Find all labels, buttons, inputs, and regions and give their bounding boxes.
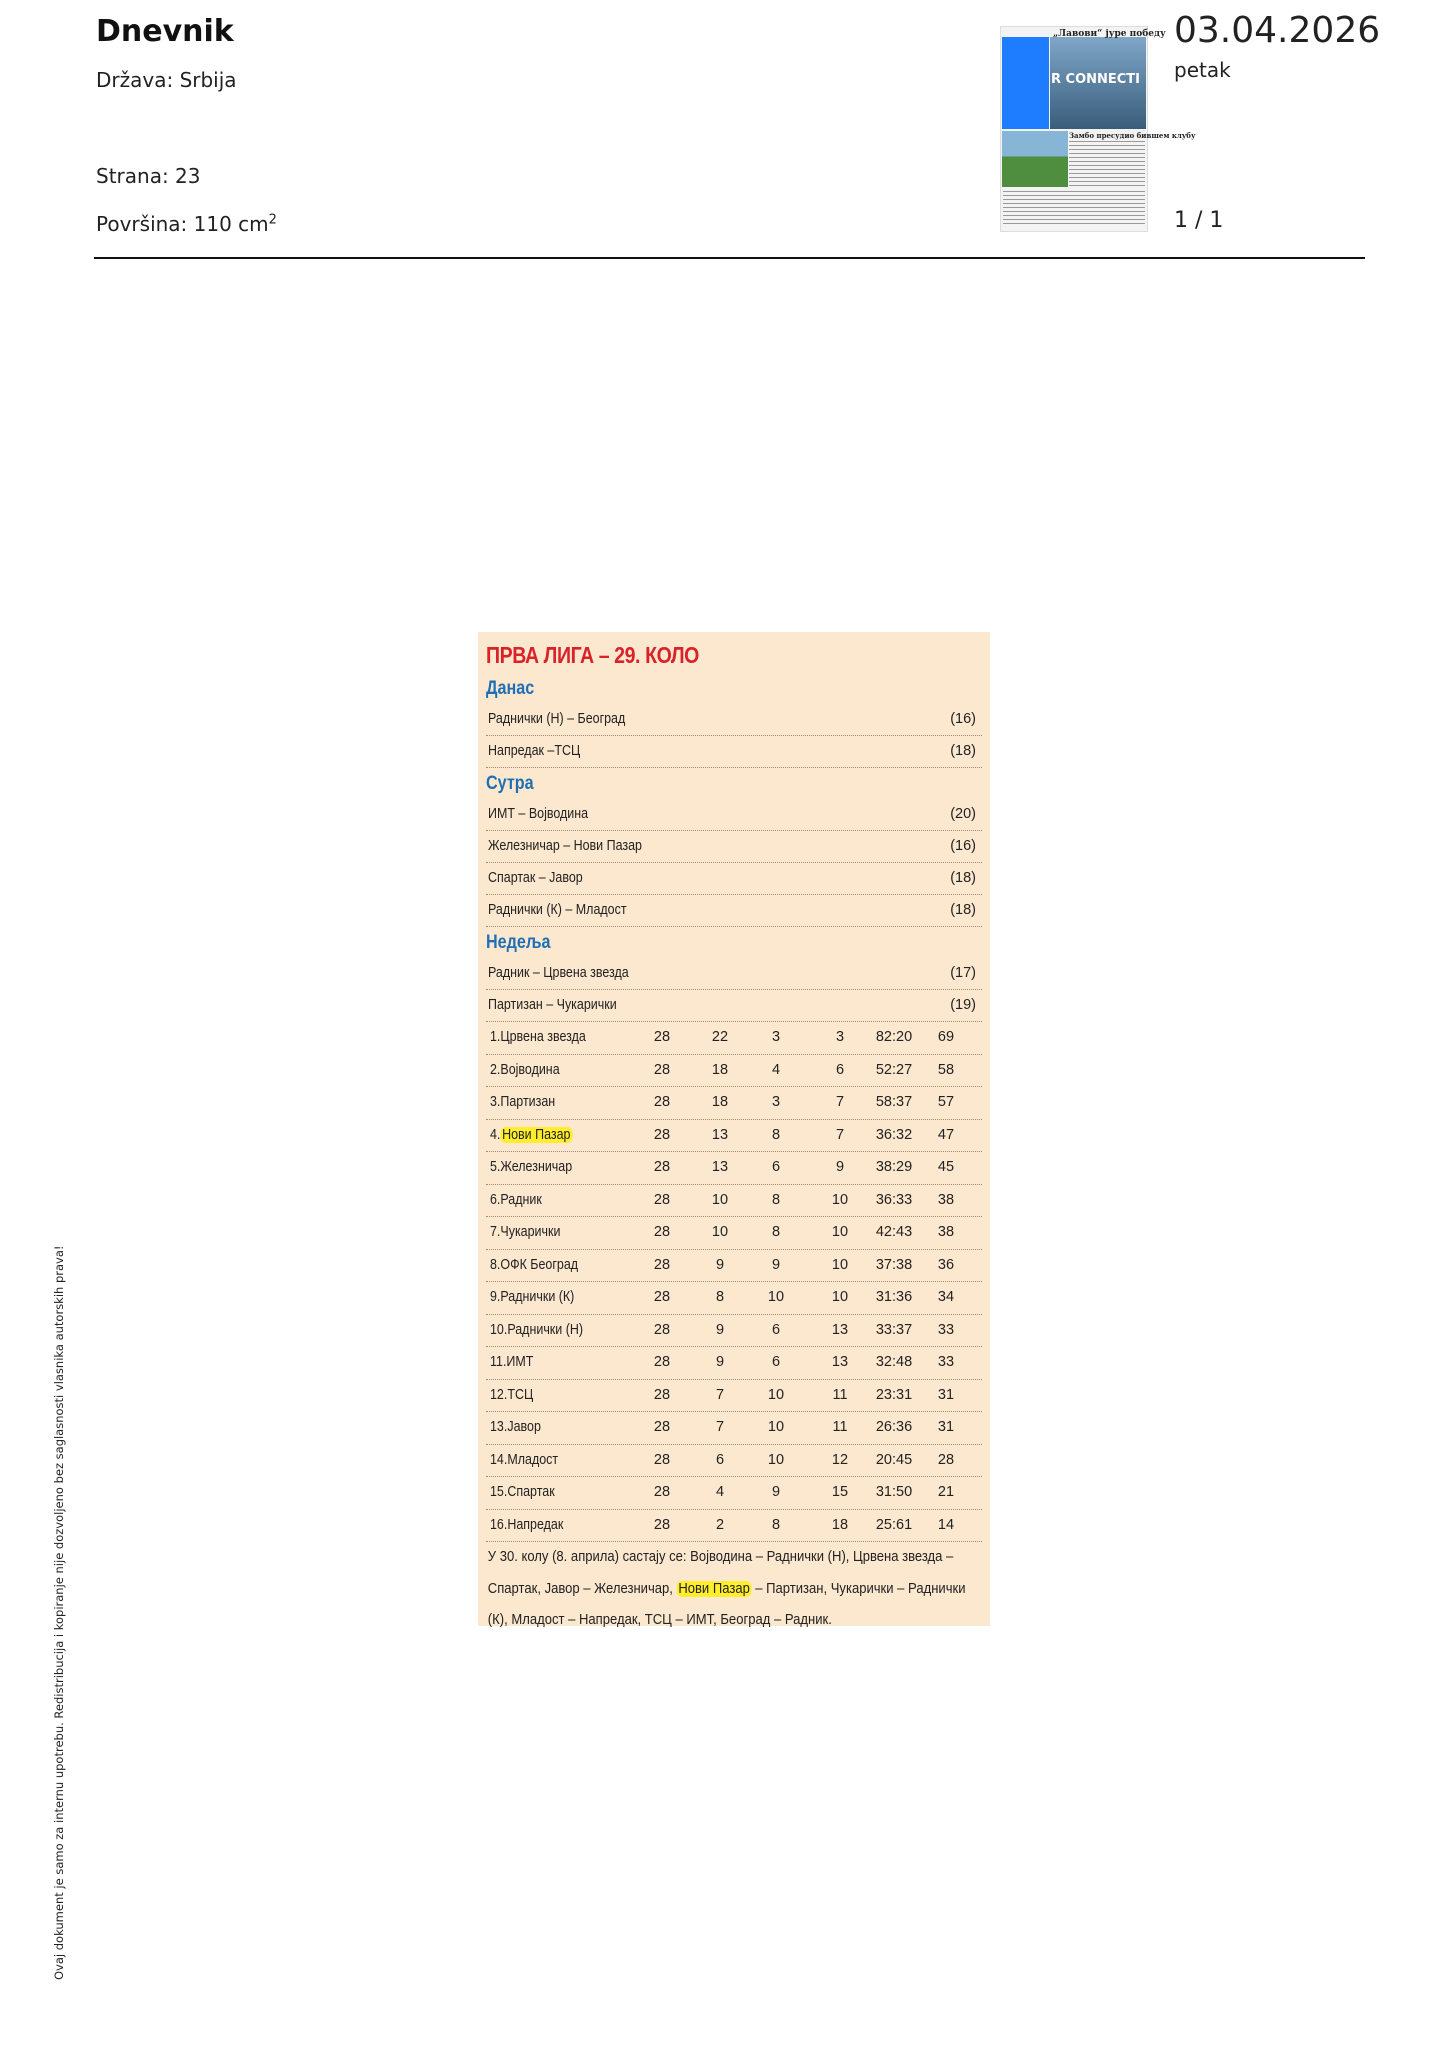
stat-w: 7 xyxy=(715,1419,725,1435)
stat-g: 32:48 xyxy=(875,1354,913,1370)
stat-l: 10 xyxy=(831,1224,849,1240)
thumbnail-headline: „Лавови“ јуре победу xyxy=(1053,29,1166,39)
stat-w: 2 xyxy=(715,1516,725,1533)
standings-row xyxy=(486,1055,982,1088)
stat-g: 33:37 xyxy=(875,1321,913,1338)
thumbnail-blue-block xyxy=(1002,37,1049,129)
team-cell xyxy=(490,1120,572,1152)
rank: 5. xyxy=(490,1159,501,1175)
stat-p: 28 xyxy=(653,1256,671,1273)
team-name: Чукарички xyxy=(500,1224,561,1240)
rank: 14. xyxy=(490,1451,508,1468)
fixture-code: (18) xyxy=(950,902,976,918)
weekday: petak xyxy=(1174,58,1231,82)
fixture-row xyxy=(486,799,982,831)
stat-p: 28 xyxy=(653,1126,671,1143)
stat-l: 15 xyxy=(831,1484,849,1500)
stat-w: 13 xyxy=(711,1159,729,1175)
stat-d: 9 xyxy=(771,1484,781,1500)
stat-pts: 47 xyxy=(937,1126,955,1143)
stat-g: 36:32 xyxy=(875,1126,913,1143)
standings-row xyxy=(486,1152,982,1185)
stat-d: 4 xyxy=(771,1061,781,1078)
stat-l: 10 xyxy=(831,1191,849,1208)
stat-g: 36:33 xyxy=(875,1191,913,1208)
stat-l: 3 xyxy=(835,1029,845,1045)
fixture-row xyxy=(486,990,982,1022)
rank: 2. xyxy=(490,1061,501,1078)
area-superscript: 2 xyxy=(268,212,277,228)
stat-pts: 34 xyxy=(937,1289,955,1305)
rank: 3. xyxy=(490,1094,501,1110)
stat-l: 18 xyxy=(831,1516,849,1533)
standings-table xyxy=(486,1022,982,1542)
team-cell xyxy=(490,1282,574,1314)
team-cell xyxy=(490,1022,586,1054)
team-name: Железничар xyxy=(500,1159,573,1175)
fixture-code: (20) xyxy=(950,806,976,822)
section-heading: Сутра xyxy=(486,773,534,794)
stat-d: 3 xyxy=(771,1029,781,1045)
team-name: Јавор xyxy=(507,1419,541,1435)
stat-pts: 69 xyxy=(937,1029,955,1045)
standings-row xyxy=(486,1087,982,1120)
stat-l: 10 xyxy=(831,1289,849,1305)
standings-row xyxy=(486,1510,982,1543)
rank: 16. xyxy=(490,1516,508,1533)
standings-row xyxy=(486,1120,982,1153)
team-name: Нови Пазар xyxy=(502,1126,571,1143)
fixture-row xyxy=(486,704,982,736)
stat-w: 18 xyxy=(711,1094,729,1110)
standings-row xyxy=(486,1315,982,1348)
team-name: ТСЦ xyxy=(507,1386,534,1403)
section-heading: Данас xyxy=(486,678,535,699)
article-clipping xyxy=(478,632,990,1626)
fixture-match: ИМТ – Војводина xyxy=(488,806,589,822)
team-name: Раднички (Н) xyxy=(507,1321,584,1338)
publication-title: Dnevnik xyxy=(96,14,234,49)
stat-p: 28 xyxy=(653,1484,671,1500)
team-cell xyxy=(490,1152,572,1184)
stat-w: 7 xyxy=(715,1386,725,1403)
rank: 10. xyxy=(490,1321,508,1338)
team-name: Војводина xyxy=(500,1061,560,1078)
standings-row xyxy=(486,1445,982,1478)
fixture-match: Радник – Црвена звезда xyxy=(488,965,629,981)
team-cell xyxy=(490,1412,541,1444)
fixture-row xyxy=(486,895,982,927)
stat-pts: 57 xyxy=(937,1094,955,1110)
team-cell xyxy=(490,1347,533,1379)
stat-g: 52:27 xyxy=(875,1061,913,1078)
stat-d: 3 xyxy=(771,1094,781,1110)
team-name: ОФК Београд xyxy=(500,1256,579,1273)
rank: 15. xyxy=(490,1484,508,1500)
stat-d: 10 xyxy=(767,1419,785,1435)
stat-p: 28 xyxy=(653,1354,671,1370)
rank: 12. xyxy=(490,1386,508,1403)
stat-pts: 21 xyxy=(937,1484,955,1500)
fixture-row xyxy=(486,831,982,863)
stat-g: 31:50 xyxy=(875,1484,913,1500)
standings-row xyxy=(486,1477,982,1510)
standings-row xyxy=(486,1347,982,1380)
date: 03.04.2026 xyxy=(1174,10,1381,51)
area-text: Površina: 110 cm xyxy=(96,212,269,236)
stat-g: 38:29 xyxy=(875,1159,913,1175)
fixtures xyxy=(486,673,982,1022)
team-cell xyxy=(490,1217,560,1249)
standings-row xyxy=(486,1380,982,1413)
rank: 1. xyxy=(490,1029,501,1045)
thumbnail-headline-2: Замбо пресудио бившем клубу xyxy=(1069,131,1196,140)
stat-pts: 31 xyxy=(937,1419,955,1435)
team-cell xyxy=(490,1445,558,1477)
stat-l: 7 xyxy=(835,1094,845,1110)
team-name: Радник xyxy=(500,1191,542,1208)
stat-d: 8 xyxy=(771,1191,781,1208)
stat-pts: 38 xyxy=(937,1224,955,1240)
team-cell xyxy=(490,1510,563,1542)
stat-g: 26:36 xyxy=(875,1419,913,1435)
standings-row xyxy=(486,1282,982,1315)
team-name: Младост xyxy=(507,1451,559,1468)
stat-l: 11 xyxy=(832,1386,848,1403)
fixture-match: Раднички (Н) – Београд xyxy=(488,711,626,727)
fixture-row xyxy=(486,863,982,895)
stat-g: 37:38 xyxy=(875,1256,913,1273)
thumbnail-text-block xyxy=(1069,141,1145,187)
team-name: Раднички (К) xyxy=(500,1289,575,1305)
section-heading: Недеља xyxy=(486,932,551,953)
stat-w: 18 xyxy=(711,1061,729,1078)
team-name: Спартак xyxy=(507,1484,555,1500)
next-round-note xyxy=(486,1542,976,1637)
stat-l: 7 xyxy=(835,1126,845,1143)
stat-w: 9 xyxy=(715,1354,725,1370)
stat-w: 4 xyxy=(715,1484,725,1500)
page-thumbnail[interactable] xyxy=(1000,26,1196,232)
stat-p: 28 xyxy=(653,1451,671,1468)
team-cell xyxy=(490,1250,578,1282)
team-name: Напредак xyxy=(507,1516,564,1533)
team-cell xyxy=(490,1380,533,1412)
stat-d: 8 xyxy=(771,1516,781,1533)
standings-row xyxy=(486,1022,982,1055)
stat-p: 28 xyxy=(653,1224,671,1240)
stat-pts: 14 xyxy=(937,1516,955,1533)
fixture-match: Напредак –ТСЦ xyxy=(488,743,581,759)
stat-p: 28 xyxy=(653,1191,671,1208)
fixture-match: Спартак – Јавор xyxy=(488,870,583,886)
copyright-notice: Ovaj dokument je samo za internu upotrebu. Redistribucija i kopiranje nije dozvoljeno bez saglasnosti vlasnika autorskih prava! xyxy=(52,1245,66,1980)
thumbnail-text-block xyxy=(1003,191,1145,227)
stat-d: 6 xyxy=(771,1159,781,1175)
stat-g: 42:43 xyxy=(875,1224,913,1240)
header-divider xyxy=(94,257,1365,259)
fixture-code: (18) xyxy=(950,743,976,759)
stat-d: 10 xyxy=(767,1289,785,1305)
stat-pts: 36 xyxy=(937,1256,955,1273)
stat-p: 28 xyxy=(653,1289,671,1305)
standings-row xyxy=(486,1217,982,1250)
rank: 9. xyxy=(490,1289,501,1305)
stat-l: 13 xyxy=(831,1354,849,1370)
stat-pts: 33 xyxy=(937,1321,955,1338)
stat-l: 13 xyxy=(831,1321,849,1338)
stat-p: 28 xyxy=(653,1419,671,1435)
team-cell xyxy=(490,1477,555,1509)
stat-d: 6 xyxy=(771,1354,781,1370)
team-cell xyxy=(490,1087,555,1119)
stat-d: 8 xyxy=(771,1224,781,1240)
stat-w: 6 xyxy=(715,1451,725,1468)
stat-g: 82:20 xyxy=(875,1029,913,1045)
stat-l: 6 xyxy=(835,1061,845,1078)
stat-w: 9 xyxy=(715,1256,725,1273)
rank: 6. xyxy=(490,1191,501,1208)
stat-p: 28 xyxy=(653,1321,671,1338)
stat-w: 10 xyxy=(711,1191,729,1208)
rank: 8. xyxy=(490,1256,501,1273)
page-count: 1 / 1 xyxy=(1174,208,1224,233)
stat-w: 9 xyxy=(715,1321,725,1338)
stat-pts: 38 xyxy=(937,1191,955,1208)
fixture-code: (16) xyxy=(950,838,976,854)
stat-d: 10 xyxy=(767,1386,785,1403)
rank: 4. xyxy=(490,1126,501,1143)
rank: 11. xyxy=(490,1354,507,1370)
stat-d: 10 xyxy=(767,1451,785,1468)
fixture-row xyxy=(486,736,982,768)
note-text-after: – Партизан, Чукарички – Раднички (К), Младост – Напредак, ТСЦ – ИМТ, Београд – Радник. xyxy=(487,1580,966,1628)
stat-w: 22 xyxy=(711,1029,729,1045)
page-number-label: Strana: 23 xyxy=(96,164,201,188)
fixture-match: Партизан – Чукарички xyxy=(488,997,617,1013)
fixture-code: (19) xyxy=(950,997,976,1013)
stat-pts: 33 xyxy=(937,1354,955,1370)
team-cell xyxy=(490,1185,542,1217)
stat-d: 6 xyxy=(771,1321,781,1338)
stat-p: 28 xyxy=(653,1094,671,1110)
fixture-code: (18) xyxy=(950,870,976,886)
stat-l: 12 xyxy=(831,1451,849,1468)
note-text-before: У 30. колу (8. априла) састају се: Војводина – Раднички (Н), Црвена звезда – Спартак, Јавор – Железничар, xyxy=(487,1549,954,1597)
stat-p: 28 xyxy=(653,1029,671,1045)
stat-w: 10 xyxy=(711,1224,729,1240)
team-cell xyxy=(490,1315,583,1347)
rank: 7. xyxy=(490,1224,501,1240)
team-name: ИМТ xyxy=(506,1354,534,1370)
stat-pts: 45 xyxy=(937,1159,955,1175)
stat-d: 9 xyxy=(771,1256,781,1273)
stat-pts: 31 xyxy=(937,1386,955,1403)
stat-l: 10 xyxy=(831,1256,849,1273)
stat-g: 25:61 xyxy=(875,1516,913,1533)
note-highlight: Нови Пазар xyxy=(678,1580,750,1597)
country-label: Država: Srbija xyxy=(96,68,237,92)
fixture-row xyxy=(486,958,982,990)
standings-row xyxy=(486,1250,982,1283)
fixture-code: (16) xyxy=(950,711,976,727)
stat-pts: 28 xyxy=(937,1451,955,1468)
stat-l: 11 xyxy=(832,1419,848,1435)
area-label xyxy=(96,212,277,236)
stat-p: 28 xyxy=(653,1386,671,1403)
stat-w: 13 xyxy=(711,1126,729,1143)
stat-pts: 58 xyxy=(937,1061,955,1078)
stat-p: 28 xyxy=(653,1516,671,1533)
fixture-match: Железничар – Нови Пазар xyxy=(488,838,642,854)
team-name: Партизан xyxy=(500,1094,556,1110)
stat-d: 8 xyxy=(771,1126,781,1143)
standings-row xyxy=(486,1185,982,1218)
stat-g: 31:36 xyxy=(875,1289,913,1305)
thumbnail-photo-2 xyxy=(1002,131,1068,187)
stat-w: 8 xyxy=(715,1289,725,1305)
rank: 13. xyxy=(490,1419,508,1435)
standings-row xyxy=(486,1412,982,1445)
stat-g: 58:37 xyxy=(875,1094,913,1110)
stat-g: 20:45 xyxy=(875,1451,913,1468)
stat-p: 28 xyxy=(653,1159,671,1175)
stat-l: 9 xyxy=(835,1159,845,1175)
clipping-title: ПРВА ЛИГА – 29. КОЛО xyxy=(486,642,699,668)
stat-g: 23:31 xyxy=(875,1386,913,1403)
fixture-code: (17) xyxy=(950,965,976,981)
stat-p: 28 xyxy=(653,1061,671,1078)
thumbnail-overlay-text: R CONNECTI xyxy=(1051,72,1141,87)
team-cell xyxy=(490,1055,560,1087)
fixture-match: Раднички (К) – Младост xyxy=(488,902,627,918)
team-name: Црвена звезда xyxy=(500,1029,586,1045)
